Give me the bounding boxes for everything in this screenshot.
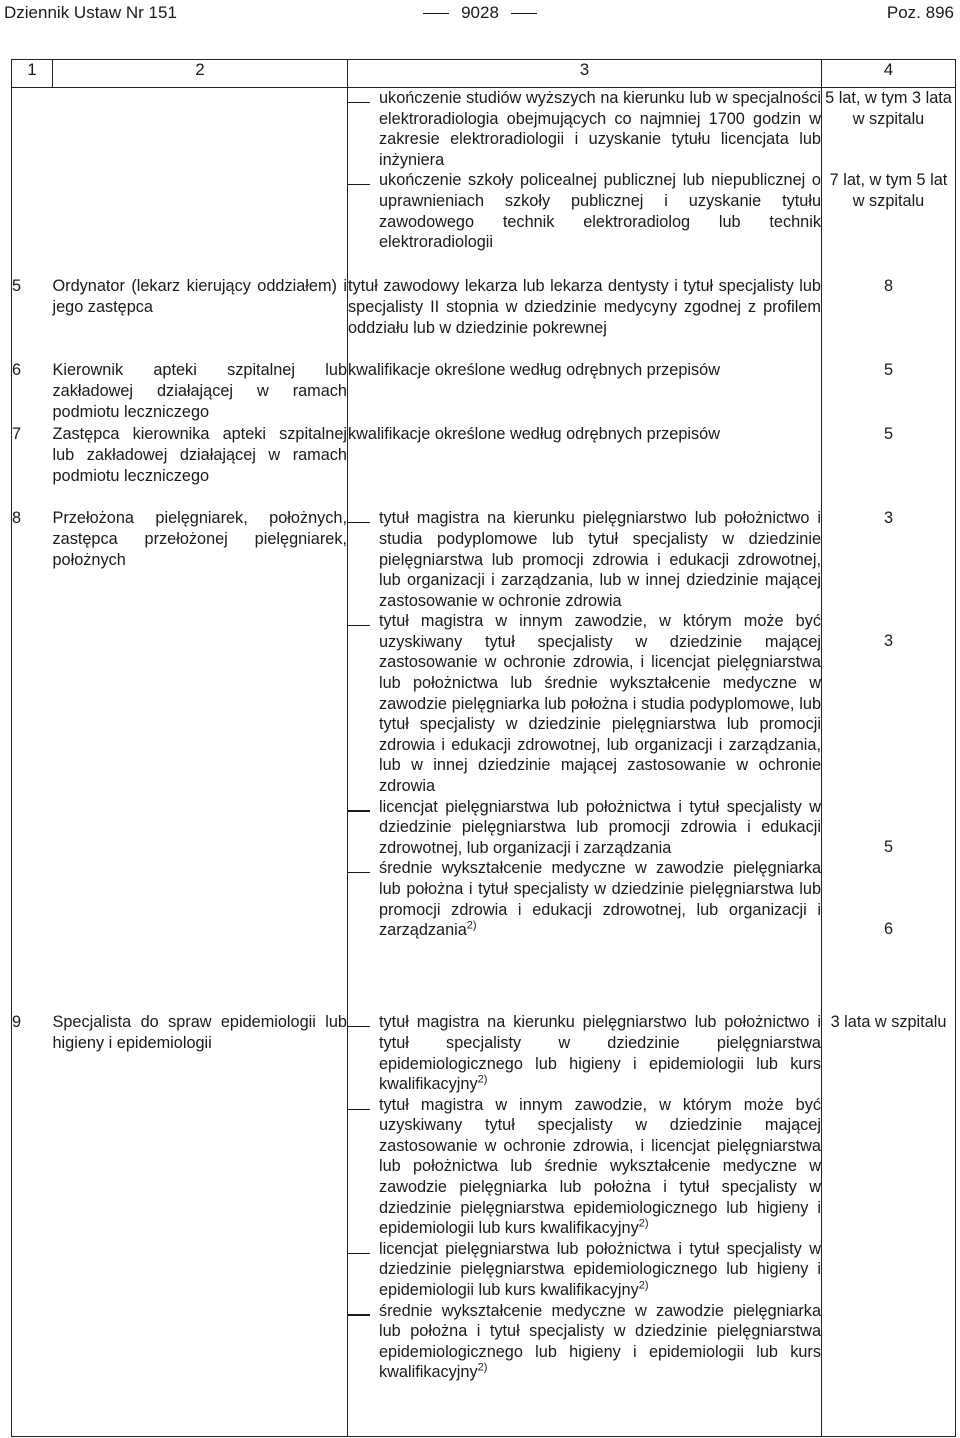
table-row: [12, 276, 956, 360]
requirement-item: licencjat pielęgniarstwa lub położnictwa i tytuł specjalisty w dziedzinie pielęgniarstwa epidemiologicznego lub higieny i epidemiologii lub kurs kwalifikacyjny$^{2)}$: [348, 1239, 821, 1301]
dash-bullet-icon: [348, 1314, 370, 1315]
row-number: 6: [12, 360, 53, 424]
column-header-3: 3: [348, 60, 822, 88]
row-requirements: tytuł zawodowy lekarza lub lekarza dentysty i tytuł specjalisty lub specjalisty II stopnia w dziedzinie medycyny zgodnej z profilem oddziału lub w dziedzinie pokrewnej: [348, 276, 822, 360]
row-number: 8: [12, 508, 53, 1012]
row-experience: [822, 508, 956, 1012]
requirement-item: tytuł magistra na kierunku pielęgniarstwo lub położnictwo i tytuł specjalisty w dziedzinie pielęgniarstwa epidemiologicznego lub higieny i epidemiologii lub kurs kwalifikacyjny$^{2)}$: [348, 1012, 821, 1094]
column-header-1: 1: [12, 60, 53, 88]
row-number: 9: [12, 1012, 53, 1436]
dash-bullet-icon: [348, 184, 370, 185]
requirement-item: tytuł magistra na kierunku pielęgniarstwo lub położnictwo i studia podyplomowe lub tytuł specjalisty w dziedzinie pielęgniarstwa lub promocji zdrowia i edukacji zdrowotnej, lub organizacji i zarządzania, lub w innej dziedzinie mającej zastosowanie w ochronie zdrowia: [348, 508, 821, 611]
dash-bullet-icon: [348, 1253, 370, 1254]
requirement-item: ukończenie studiów wyższych na kierunku lub w specjalności elektroradiologia obejmujących co najmniej 1700 godzin w zakresie elektroradiologii i uzyskanie tytułu licencjata lub inżyniera: [348, 88, 821, 170]
row-experience: [822, 424, 956, 508]
row-number: 5: [12, 276, 53, 360]
dash-bullet-icon: [348, 102, 370, 103]
footnote-mark: 2): [638, 1217, 649, 1230]
row-experience: [822, 1012, 956, 1436]
row-experience: [822, 88, 956, 277]
column-header-2: 2: [53, 60, 348, 88]
dash-bullet-icon: [348, 522, 370, 523]
row-experience: [822, 360, 956, 424]
experience-value: 5 lat, w tym 3 lata w szpitalu: [825, 89, 952, 128]
row-position: Ordynator (lekarz kierujący oddziałem) i jego zastępca: [52, 277, 347, 316]
experience-value: 3 lata w szpitalu: [830, 1013, 947, 1032]
requirement-item: tytuł magistra w innym zawodzie, w którym może być uzyskiwany tytuł specjalisty w dziedzinie mającej zastosowanie w ochronie zdrowia, i licencjat pielęgniarstwa lub położnictwa lub średnie wykształcenie medyczne w zawodzie pielęgniarka lub położna i tytuł specjalisty w dziedzinie pielęgniarstwa epidemiologicznego lub higieny i epidemiologii lub kurs kwalifikacyjny$^{2)}$: [348, 1095, 821, 1239]
row-requirements: [348, 508, 822, 1012]
requirement-item: licencjat pielęgniarstwa lub położnictwa i tytuł specjalisty w dziedzinie pielęgniarstwa lub promocji zdrowia i edukacji zdrowotnej, lub organizacji i zarządzania: [348, 797, 821, 859]
table-row: [12, 1012, 956, 1436]
footnote-mark: 2): [477, 1073, 488, 1086]
experience-value: 6: [883, 920, 894, 939]
experience-value: 5: [883, 361, 894, 380]
footnote-mark: 2): [638, 1279, 649, 1292]
dash-left: [423, 13, 449, 14]
table-row: [12, 424, 956, 508]
dash-bullet-icon: [348, 810, 370, 811]
row-position: Specjalista do spraw epidemiologii lub higieny i epidemiologii: [53, 1012, 348, 1436]
footnote-mark: 2): [477, 1362, 488, 1374]
page-number: 9028: [0, 3, 960, 23]
row-requirements: kwalifikacje określone według odrębnych przepisów: [348, 424, 822, 508]
experience-value: 7 lat, w tym 5 lat w szpitalu: [829, 171, 948, 210]
row-number: [12, 88, 53, 277]
row-position: Przełożona pielęgniarek, położnych, zastępca przełożonej pielęgniarek, położnych: [52, 509, 347, 569]
row-position: Kierownik apteki szpitalnej lub zakładowej działającej w ramach podmiotu leczniczego: [52, 361, 347, 421]
experience-value: 8: [883, 277, 894, 296]
position-number: Poz. 896: [886, 3, 954, 22]
journal-title: Dziennik Ustaw Nr 151: [4, 3, 177, 22]
experience-value: 5: [883, 425, 894, 444]
experience-value: 3: [883, 509, 894, 528]
column-header-row: [12, 60, 956, 88]
dash-bullet-icon: [348, 872, 370, 873]
experience-value: 3: [883, 632, 894, 651]
dash-bullet-icon: [348, 625, 370, 626]
table-row: [12, 508, 956, 1012]
row-experience: [822, 276, 956, 360]
dash-bullet-icon: [348, 1109, 370, 1110]
table-row: [12, 360, 956, 424]
row-number: 7: [12, 424, 53, 508]
requirement-item: tytuł magistra w innym zawodzie, w którym może być uzyskiwany tytuł specjalisty w dziedzinie mającej zastosowanie w ochronie zdrowia, i licencjat pielęgniarstwa lub położnictwa lub średnie wykształcenie medyczne w zawodzie pielęgniarka lub położna i studia podyplomowe, lub tytuł specjalisty w dziedzinie pielęgniarstwa lub promocji zdrowia i edukacji zdrowotnej, lub organizacji i zarządzania, lub w innej dziedzinie mającej zastosowanie w ochronie zdrowia: [348, 611, 821, 796]
row-requirements: kwalifikacje określone według odrębnych przepisów: [348, 360, 822, 424]
column-header-4: 4: [822, 60, 956, 88]
requirement-item: średnie wykształcenie medyczne w zawodzie pielęgniarka lub położna i tytuł specjalisty w dziedzinie pielęgniarstwa epidemiologicznego lub higieny i epidemiologii lub kurs kwalifikacyjny$^{2)}$: [348, 1301, 821, 1383]
footnote-mark: 2): [466, 919, 477, 932]
page-header: [0, 0, 960, 32]
row-requirements: [348, 88, 822, 277]
dash-bullet-icon: [348, 1026, 370, 1027]
qualifications-table: [11, 59, 956, 1437]
row-position: [53, 88, 348, 277]
row-position: Zastępca kierownika apteki szpitalnej lub zakładowej działającej w ramach podmiotu leczniczego: [52, 425, 347, 485]
table-row: [12, 88, 956, 277]
row-requirements: [348, 1012, 822, 1436]
experience-value: 5: [883, 838, 894, 857]
requirement-item: ukończenie szkoły policealnej publicznej lub niepublicznej o uprawnieniach szkoły publicznej i uzyskanie tytułu zawodowego technik elektroradiolog lub technik elektroradiologii: [348, 170, 821, 252]
dash-right: [511, 13, 537, 14]
requirement-item: średnie wykształcenie medyczne w zawodzie pielęgniarka lub położna i tytuł specjalisty w dziedzinie pielęgniarstwa lub promocji zdrowia i edukacji zdrowotnej, lub organizacji i zarządzania$^{2)}$: [348, 858, 821, 940]
